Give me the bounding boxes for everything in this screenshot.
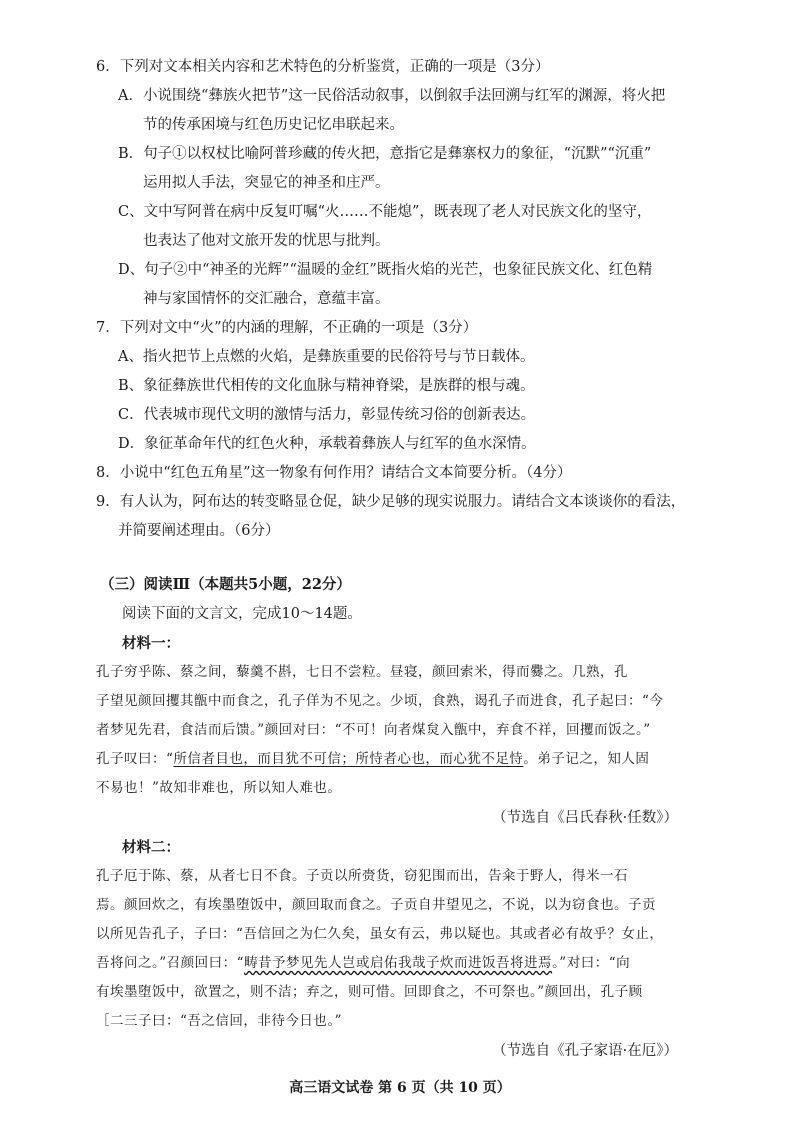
material-2-line: 有埃墨堕饭中，欲置之，则不洁；弃之，则可惜。回即食之，不可祭也。”颜回出，孔子顾 [96, 984, 643, 1000]
page-footer: 高三语文试卷 第 6 页（共 10 页） [289, 1080, 511, 1096]
q7-option-a: A、指火把节上点燃的火焰，是彝族重要的民俗符号与节日载体。 [118, 349, 535, 365]
material-2-line: 孔子厄于陈、蔡，从者七日不食。子贡以所赍货，窃犯围而出，告籴于野人，得米一石 [96, 868, 628, 884]
material-2-text: 吾将问之。”召颜回曰：“ [96, 955, 245, 971]
material-2-line [96, 953, 630, 973]
material-2-line: 焉。颜回炊之，有埃墨堕饭中，颜回取而食之。子贡自井望见之，不说，以为窃食也。子贡 [96, 897, 656, 913]
material-2-line: ［二三子曰：“吾之信回，非待今日也。” [96, 1013, 343, 1029]
q8-stem: 8．小说中“红色五角星”这一物象有何作用？请结合文本简要分析。（4分） [96, 465, 572, 481]
material-1-source: （节选自《吕氏春秋·任数》） [492, 810, 678, 826]
material-1-text: 孔子叹曰：“ [96, 751, 174, 767]
material-1-label: 材料一： [122, 635, 180, 652]
section-3-title: （三）阅读Ⅲ（本题共5小题，22分） [100, 576, 351, 593]
material-2-text: 。”对曰：“向 [552, 955, 631, 971]
q6-stem: 6．下列对文本相关内容和艺术特色的分析鉴赏，正确的一项是（3分） [96, 59, 550, 75]
q7-option-b: B、象征彝族世代相传的文化血脉与精神脊梁，是族群的根与魂。 [118, 378, 535, 394]
material-1-line: 子望见颜回攫其甑中而食之，孔子佯为不见之。少顷，食熟，谒孔子而进食，孔子起曰：“今 [96, 693, 664, 709]
q6-option-b-line1: B．句子①以权杖比喻阿普珍藏的传火把，意指它是彝寨权力的象征，“沉默”“沉重” [118, 146, 652, 162]
underlined-sentence: 所信者目也，而目犹不可信；所恃者心也，而心犹不足恃 [173, 751, 524, 767]
material-1-text: 。弟子记之，知人固 [523, 751, 650, 767]
q6-option-d-line2: 神与家国情怀的交汇融合，意蕴丰富。 [143, 291, 390, 307]
q7-option-c: C．代表城市现代文明的激情与活力，彰显传统习俗的创新表达。 [118, 407, 536, 423]
material-2-source: （节选自《孔子家语·在厄》） [492, 1043, 678, 1059]
material-2-label: 材料二： [122, 839, 180, 856]
q9-stem-line1: 9．有人认为，阿布达的转变略显仓促，缺少足够的现实说服力。请结合文本谈谈你的看法， [96, 494, 686, 510]
wavy-underlined-sentence: 畴昔予梦见先人岂或启佑我哉子炊而进饭吾将进焉 [244, 955, 553, 971]
material-1-line: 孔子穷乎陈、蔡之间，藜羹不斟，七日不尝粒。昼寝，颜回索米，得而爨之。几熟，孔 [96, 664, 628, 680]
q7-option-d: D．象征革命年代的红色火种，承载着彝族人与红军的鱼水深情。 [118, 436, 536, 452]
material-1-line: 者梦见先君，食洁而后馈。”颜回对曰：“不可！向者煤炱入甑中，弃食不祥，回攫而饭之。” [96, 722, 651, 738]
material-2-line: 以所见告孔子，子曰：“吾信回之为仁久矣，虽女有云，弗以疑也。其或者必有故乎？女止， [96, 926, 664, 942]
q6-option-a-line1: A．小说围绕“彝族火把节”这一民俗活动叙事，以倒叙手法回溯与红军的渊源，将火把 [118, 88, 666, 104]
material-1-line [96, 749, 649, 769]
q9-stem-line2: 并简要阐述理由。（6分） [118, 523, 280, 539]
q6-option-c-line1: C、文中写阿普在病中反复叮嘱“火……不能熄”，既表现了老人对民族文化的坚守， [118, 204, 652, 220]
section-3-instruction: 阅读下面的文言文，完成10～14题。 [122, 606, 362, 622]
q6-option-c-line2: 也表达了他对文旅开发的忧思与批判。 [143, 233, 390, 249]
q6-option-d-line1: D、句子②中“神圣的光辉”“温暖的金红”既指火焰的光芒，也象征民族文化、红色精 [118, 262, 653, 278]
q6-option-b-line2: 运用拟人手法，突显它的神圣和庄严。 [143, 175, 390, 191]
q7-stem: 7．下列对文中“火”的内涵的理解，不正确的一项是（3分） [96, 320, 478, 336]
material-1-line: 不易也！”故知非难也，所以知人难也。 [96, 780, 342, 796]
q6-option-a-line2: 节的传承困境与红色历史记忆串联起来。 [143, 117, 404, 133]
